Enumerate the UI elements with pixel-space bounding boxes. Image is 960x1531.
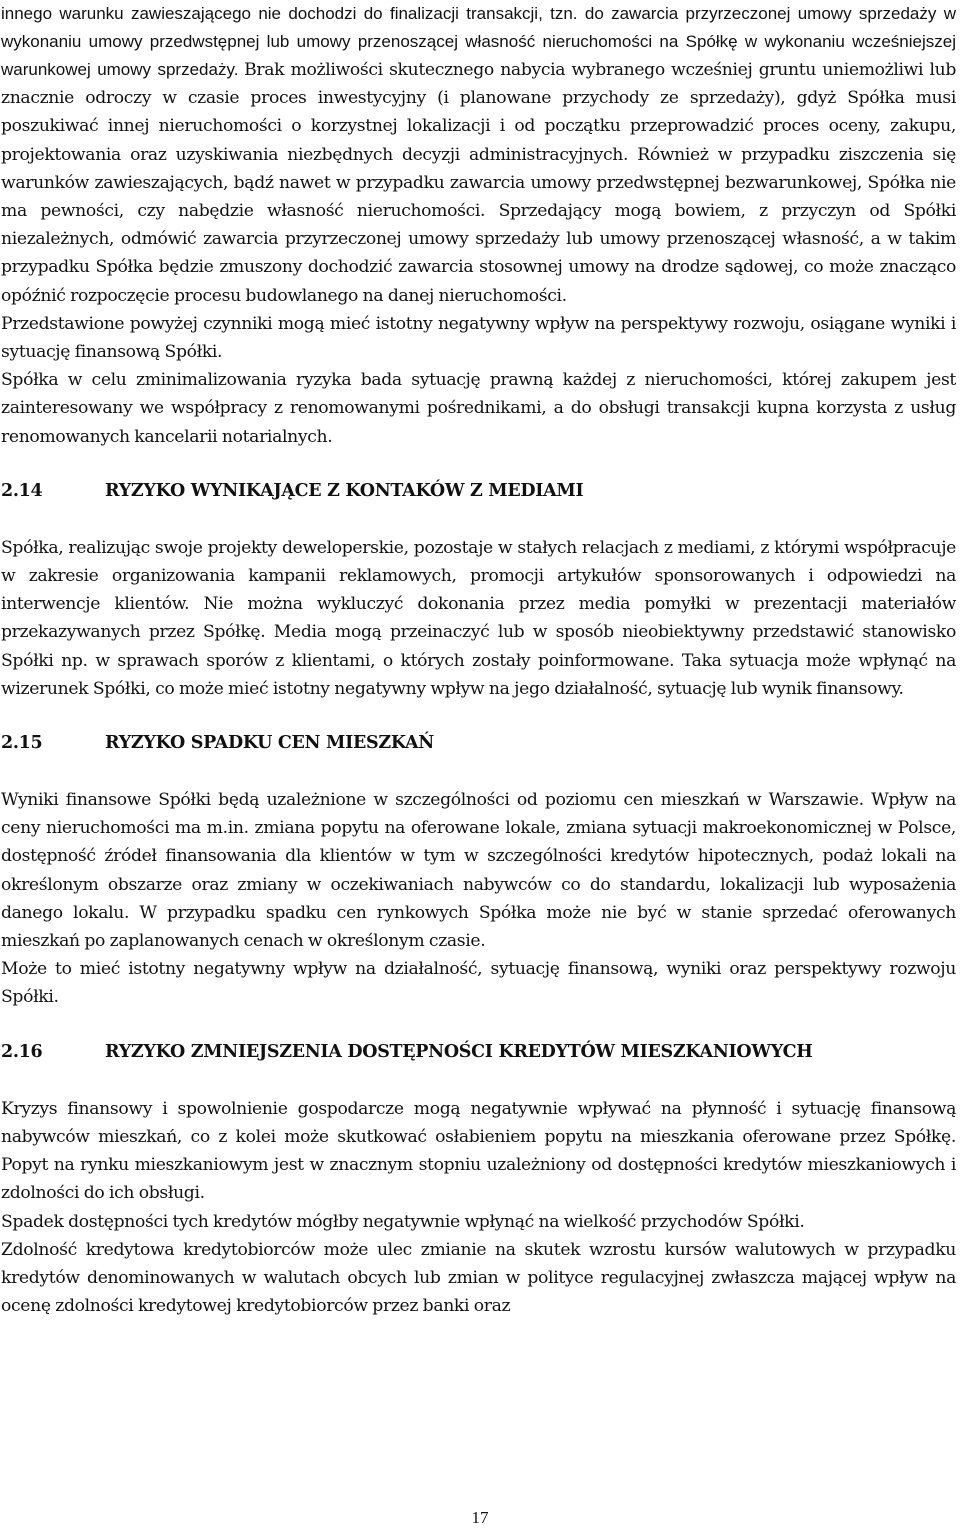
section-number: 2.15	[1, 733, 43, 754]
page-content	[1, 0, 956, 1320]
body-paragraph: Spółka, realizując swoje projekty deweloperskie, pozostaje w stałych relacjach z mediami, z którymi współpracuje w zakresie organizowania kampanii reklamowych, promocji artykułów sponsorowanych i odpowiedzi na interwencje klientów. Nie można wykluczyć dokonania przez media pomyłki w prezentacji materiałów przekazywanych przez Spółkę. Media mogą przeinaczyć lub w sposób nieobiektywny przedstawić stanowisko Spółki np. w sprawach sporów z klientami, o których zostały poinformowane. Taka sytuacja może wpłynąć na wizerunek Spółki, co może mieć istotny negatywny wpływ na jego działalność, sytuację lub wynik finansowy.	[1, 537, 956, 699]
body-paragraph	[1, 0, 956, 310]
body-paragraph: Spadek dostępności tych kredytów mógłby negatywnie wpłynąć na wielkość przychodów Spółki.	[1, 1211, 805, 1232]
section-number: 2.14	[1, 480, 43, 501]
section-heading	[1, 729, 956, 757]
section-title: RYZYKO WYNIKAJĄCE Z KONTAKÓW Z MEDIAMI	[105, 480, 584, 501]
body-paragraph: Kryzys finansowy i spowolnienie gospodarcze mogą negatywnie wpływać na płynność i sytuację finansową nabywców mieszkań, co z kolei może skutkować osłabieniem popytu na mieszkania oferowane przez Spółkę. Popyt na rynku mieszkaniowym jest w znacznym stopniu uzależniony od dostępności kredytów mieszkaniowych i zdolności do ich obsługi.	[1, 1098, 956, 1204]
section-heading	[1, 477, 956, 505]
section-number: 2.16	[1, 1041, 43, 1062]
page-number: 17	[471, 1508, 489, 1527]
paragraph-text-sans: innego warunku zawieszającego nie dochodzi do finalizacji transakcji, tzn. do zawarcia przyrzeczonej umowy sprzedaży w wykonaniu umowy przedwstępnej lub umowy przenoszącej własność nieruchomości na Spółkę w wykonaniu wcześniejszej warunkowej umowy sprzedaży.	[1, 4, 956, 79]
body-paragraph: Wyniki finansowe Spółki będą uzależnione w szczególności od poziomu cen mieszkań w Warszawie. Wpływ na ceny nieruchomości ma m.in. zmiana popytu na oferowane lokale, zmiana sytuacji makroekonomicznej w Polsce, dostępność źródeł finansowania dla klientów w tym w szczególności kredytów hipotecznych, podaż lokali na określonym obszarze oraz zmiany w oczekiwaniach nabywców co do standardu, lokalizacji lub wyposażenia danego lokalu. W przypadku spadku cen rynkowych Spółka może nie być w stanie sprzedać oferowanych mieszkań po zaplanowanych cenach w określonym czasie.	[1, 790, 956, 952]
section-heading	[1, 1038, 956, 1066]
section-title: RYZYKO ZMNIEJSZENIA DOSTĘPNOŚCI KREDYTÓW MIESZKANIOWYCH	[105, 1041, 813, 1062]
body-paragraph: Spółka w celu zminimalizowania ryzyka bada sytuację prawną każdej z nieruchomości, której zakupem jest zainteresowany we współpracy z renomowanymi pośrednikami, a do obsługi transakcji kupna korzysta z usług renomowanych kancelarii notarialnych.	[1, 370, 956, 447]
body-paragraph: Zdolność kredytowa kredytobiorców może ulec zmianie na skutek wzrostu kursów walutowych w przypadku kredytów denominowanych w walutach obcych lub zmian w polityce regulacyjnej zwłaszcza mającej wpływ na ocenę zdolności kredytowej kredytobiorców przez banki oraz	[1, 1239, 956, 1317]
section-title: RYZYKO SPADKU CEN MIESZKAŃ	[105, 733, 434, 754]
body-paragraph: Przedstawione powyżej czynniki mogą mieć istotny negatywny wpływ na perspektywy rozwoju, osiągane wyniki i sytuację finansową Spółki.	[1, 313, 956, 363]
body-paragraph: Może to mieć istotny negatywny wpływ na działalność, sytuację finansową, wyniki oraz perspektywy rozwoju Spółki.	[1, 959, 956, 1008]
paragraph-text-serif: Brak możliwości skutecznego nabycia wybranego wcześniej gruntu uniemożliwi lub znacznie odroczy w czasie proces inwestycyjny (i planowane przychody ze sprzedaży), gdyż Spółka musi poszukiwać innej nieruchomości o korzystnej lokalizacji i od początku przeprowadzić proces oceny, zakupu, projektowania oraz uzyskiwania niezbędnych decyzji administracyjnych. Również w przypadku ziszczenia się warunków zawieszających, bądź nawet w przypadku zawarcia umowy przedwstępnej bezwarunkowej, Spółka nie ma pewności, czy nabędzie własność nieruchomości. Sprzedający mogą bowiem, z przyczyn od Spółki niezależnych, odmówić zawarcia przyrzeczonej umowy sprzedaży lub umowy przenoszącej własność, a w takim przypadku Spółka będzie zmuszony dochodzić zawarcia stosownej umowy na drodze sądowej, co może znacząco opóźnić rozpoczęcie procesu budowlanego na danej nieruchomości.	[1, 60, 957, 306]
